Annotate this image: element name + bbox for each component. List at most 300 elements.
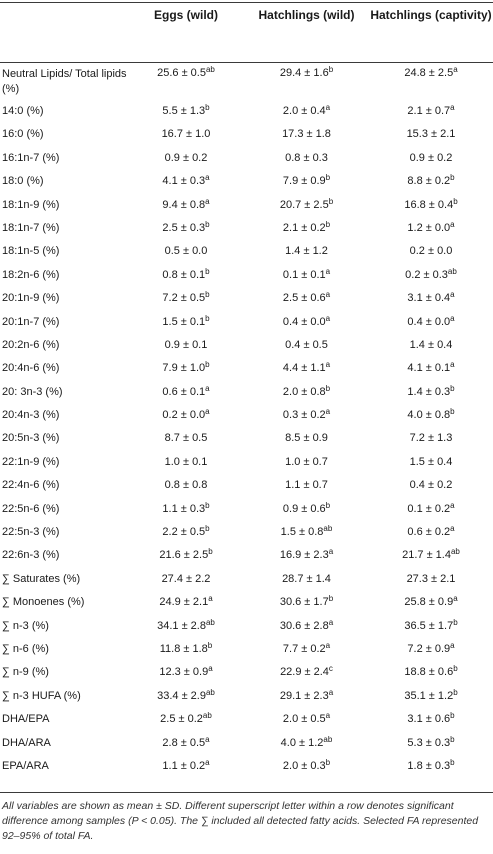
- table-row: [0, 383, 493, 406]
- mean-sd-value: 2.5 ± 0.2: [160, 713, 203, 726]
- value-cell: [244, 219, 369, 242]
- mean-sd-value: 1.5 ± 0.8: [280, 526, 324, 539]
- header-cell-hatchlings-wild: Hatchlings (wild): [258, 8, 355, 22]
- mean-sd-value: 7.2 ± 0.5: [162, 292, 206, 305]
- table-row: [0, 102, 493, 125]
- significance-superscript: a: [205, 383, 210, 393]
- mean-sd-value: 8.8 ± 0.2: [407, 175, 451, 188]
- table-row: [0, 523, 493, 546]
- value-cell: [128, 336, 244, 359]
- significance-superscript: b: [325, 383, 331, 393]
- mean-sd-value: 30.6 ± 2.8: [279, 619, 329, 632]
- significance-superscript: a: [205, 173, 210, 183]
- significance-superscript: a: [325, 407, 331, 417]
- value-cell: [369, 523, 493, 546]
- mean-sd-value: 16.8 ± 0.4: [404, 198, 454, 211]
- bottom-rule: [0, 792, 493, 793]
- significance-superscript: b: [450, 407, 455, 417]
- value-cell: [244, 500, 369, 523]
- mean-sd-value: 21.6 ± 2.5: [159, 549, 209, 562]
- mean-sd-value: 3.1 ± 0.6: [407, 713, 451, 726]
- value-cell: [244, 687, 369, 710]
- significance-superscript: b: [205, 290, 210, 300]
- table-body: [0, 64, 493, 780]
- significance-superscript: a: [205, 407, 210, 417]
- row-label: 18:0 (%): [2, 175, 44, 188]
- mean-sd-value: 1.4 ± 1.2: [285, 245, 328, 258]
- mean-sd-value: 1.2 ± 0.0: [407, 221, 451, 234]
- significance-superscript: b: [453, 664, 458, 674]
- table-footnote: All variables are shown as mean ± SD. Different superscript letter within a row denotes significant difference among samples (P < 0.05). The ∑ included all detected fatty acids. Selected FA represented 92–95% of total FA.: [2, 800, 479, 842]
- value-cell: [244, 383, 369, 406]
- mean-sd-value: 0.8 ± 0.3: [285, 151, 328, 164]
- mean-sd-value: 7.2 ± 0.9: [407, 642, 451, 655]
- value-cell: [128, 687, 244, 710]
- row-label: 22:6n-3 (%): [2, 549, 60, 562]
- significance-superscript: a: [328, 687, 334, 697]
- mean-sd-value: 0.9 ± 0.6: [282, 502, 326, 515]
- mean-sd-value: 0.4 ± 0.0: [407, 315, 451, 328]
- value-cell: [369, 406, 493, 429]
- row-label: 16:0 (%): [2, 128, 44, 141]
- table-row: [0, 406, 493, 429]
- mean-sd-value: 25.6 ± 0.5: [157, 67, 206, 79]
- mean-sd-value: 36.5 ± 1.7: [404, 619, 454, 632]
- value-cell: [244, 757, 369, 780]
- significance-superscript: b: [328, 196, 334, 206]
- value-cell: [244, 359, 369, 382]
- mean-sd-value: 0.1 ± 0.2: [407, 502, 451, 515]
- table-row: [0, 617, 493, 640]
- row-label: 18:1n-5 (%): [2, 245, 60, 258]
- mean-sd-value: 22.9 ± 2.4: [280, 666, 329, 679]
- value-cell: [369, 546, 493, 569]
- value-cell: [369, 242, 493, 265]
- value-cell: [369, 289, 493, 312]
- value-cell: [128, 196, 244, 219]
- value-cell: [128, 500, 244, 523]
- row-label: 18:1n-9 (%): [2, 198, 60, 211]
- value-cell: [244, 429, 369, 452]
- mean-sd-value: 1.4 ± 0.4: [409, 338, 453, 351]
- value-cell: [244, 640, 369, 663]
- table-row: [0, 266, 493, 289]
- value-cell: [244, 266, 369, 289]
- table-row: [0, 640, 493, 663]
- value-cell: [369, 313, 493, 336]
- mean-sd-value: 2.1 ± 0.7: [407, 105, 451, 117]
- table-row: [0, 219, 493, 242]
- mean-sd-value: 0.3 ± 0.2: [282, 409, 326, 422]
- significance-superscript: a: [450, 524, 455, 534]
- value-cell: [369, 383, 493, 406]
- mean-sd-value: 0.2 ± 0.0: [409, 245, 453, 258]
- mean-sd-value: 4.0 ± 0.8: [407, 409, 451, 422]
- mean-sd-value: 17.3 ± 1.8: [282, 128, 331, 141]
- value-cell: [244, 289, 369, 312]
- value-cell: [244, 336, 369, 359]
- value-cell: [244, 663, 369, 686]
- header-cell-hatchlings-captivity: Hatchlings (captivity): [370, 8, 492, 22]
- value-cell: [369, 149, 493, 172]
- significance-superscript: b: [205, 266, 210, 276]
- mean-sd-value: 9.4 ± 0.8: [162, 198, 206, 211]
- value-cell: [128, 453, 244, 476]
- mean-sd-value: 5.3 ± 0.3: [407, 736, 451, 749]
- significance-superscript: b: [450, 734, 455, 744]
- value-cell: [244, 617, 369, 640]
- mean-sd-value: 1.1 ± 0.7: [285, 479, 328, 492]
- mean-sd-value: 8.5 ± 0.9: [285, 432, 328, 445]
- mean-sd-value: 2.8 ± 0.5: [162, 736, 206, 749]
- significance-superscript: b: [328, 65, 334, 74]
- table-row: [0, 336, 493, 359]
- row-label: 22:5n-3 (%): [2, 526, 60, 539]
- value-cell: [369, 640, 493, 663]
- value-cell: [128, 593, 244, 616]
- significance-superscript: ab: [205, 65, 215, 74]
- significance-superscript: b: [208, 547, 213, 557]
- mean-sd-value: 7.2 ± 1.3: [409, 432, 453, 445]
- value-cell: [128, 570, 244, 593]
- significance-superscript: b: [205, 219, 210, 229]
- mean-sd-value: 1.8 ± 0.3: [407, 759, 451, 772]
- mean-sd-value: 2.1 ± 0.2: [282, 221, 326, 234]
- value-cell: [244, 196, 369, 219]
- mean-sd-value: 28.7 ± 1.4: [282, 572, 331, 585]
- value-cell: [244, 149, 369, 172]
- mean-sd-value: 24.9 ± 2.1: [159, 596, 209, 609]
- significance-superscript: a: [453, 65, 458, 74]
- mean-sd-value: 27.3 ± 2.1: [406, 572, 456, 585]
- mean-sd-value: 2.0 ± 0.5: [282, 713, 326, 726]
- significance-superscript: b: [325, 757, 331, 767]
- mean-sd-value: 1.0 ± 0.1: [164, 455, 208, 468]
- mean-sd-value: 2.5 ± 0.3: [162, 221, 206, 234]
- value-cell: [244, 546, 369, 569]
- mean-sd-value: 0.8 ± 0.8: [164, 479, 208, 492]
- row-label: 22:1n-9 (%): [2, 455, 60, 468]
- mean-sd-value: 0.4 ± 0.0: [282, 315, 326, 328]
- significance-superscript: a: [325, 266, 331, 276]
- row-label: 20:1n-9 (%): [2, 292, 60, 305]
- mean-sd-value: 0.4 ± 0.5: [285, 338, 328, 351]
- mean-sd-value: 7.7 ± 0.2: [282, 642, 326, 655]
- row-label: 20:4n-6 (%): [2, 362, 60, 375]
- table-row: [0, 757, 493, 780]
- mean-sd-value: 30.6 ± 1.7: [279, 596, 329, 609]
- header-cell-label: [0, 8, 128, 64]
- table-row: [0, 64, 493, 102]
- significance-superscript: a: [450, 103, 455, 112]
- value-cell: [369, 476, 493, 499]
- value-cell: [244, 172, 369, 195]
- significance-superscript: a: [450, 313, 455, 323]
- value-cell: [369, 734, 493, 757]
- mean-sd-value: 0.9 ± 0.2: [164, 151, 208, 164]
- mean-sd-value: 29.4 ± 1.6: [279, 67, 329, 79]
- mean-sd-value: 0.9 ± 0.2: [409, 151, 453, 164]
- significance-superscript: b: [205, 313, 210, 323]
- mean-sd-value: 0.2 ± 0.0: [162, 409, 206, 422]
- mean-sd-value: 0.1 ± 0.1: [282, 268, 326, 281]
- value-cell: [128, 546, 244, 569]
- significance-superscript: a: [205, 196, 210, 206]
- mean-sd-value: 12.3 ± 0.9: [159, 666, 209, 679]
- value-cell: [244, 102, 369, 125]
- significance-superscript: a: [325, 313, 331, 323]
- table-row: [0, 570, 493, 593]
- mean-sd-value: 0.6 ± 0.2: [407, 526, 451, 539]
- value-cell: [244, 64, 369, 102]
- table-row: [0, 429, 493, 452]
- row-label: 18:1n-7 (%): [2, 221, 60, 234]
- value-cell: [128, 710, 244, 733]
- significance-superscript: ab: [202, 711, 212, 721]
- significance-superscript: a: [450, 219, 455, 229]
- table-row: [0, 149, 493, 172]
- row-label: ∑ n-9 (%): [2, 666, 49, 679]
- mean-sd-value: 1.1 ± 0.3: [162, 502, 206, 515]
- fatty-acid-table: [0, 8, 493, 780]
- row-label: ∑ Saturates (%): [2, 572, 81, 585]
- value-cell: [128, 406, 244, 429]
- value-cell: [128, 383, 244, 406]
- significance-superscript: a: [450, 500, 455, 510]
- significance-superscript: ab: [323, 524, 333, 534]
- row-label: Neutral Lipids/ Total lipids (%): [2, 68, 127, 95]
- row-label: ∑ Monoenes (%): [2, 596, 85, 609]
- significance-superscript: a: [325, 711, 331, 721]
- table-row: [0, 593, 493, 616]
- value-cell: [128, 219, 244, 242]
- value-cell: [244, 406, 369, 429]
- significance-superscript: b: [205, 360, 210, 370]
- table-row: [0, 500, 493, 523]
- table-row: [0, 125, 493, 148]
- mean-sd-value: 27.4 ± 2.2: [161, 572, 211, 585]
- value-cell: [369, 172, 493, 195]
- value-cell: [128, 663, 244, 686]
- value-cell: [128, 313, 244, 336]
- table-row: [0, 313, 493, 336]
- mean-sd-value: 0.8 ± 0.1: [162, 268, 206, 281]
- significance-superscript: c: [328, 664, 333, 674]
- value-cell: [128, 617, 244, 640]
- mean-sd-value: 25.8 ± 0.9: [404, 596, 454, 609]
- significance-superscript: b: [325, 173, 331, 183]
- value-cell: [369, 125, 493, 148]
- significance-superscript: b: [453, 196, 458, 206]
- value-cell: [369, 196, 493, 219]
- mean-sd-value: 2.0 ± 0.8: [282, 385, 326, 398]
- mean-sd-value: 16.9 ± 2.3: [279, 549, 329, 562]
- value-cell: [369, 710, 493, 733]
- value-cell: [244, 570, 369, 593]
- mean-sd-value: 34.1 ± 2.8: [157, 619, 206, 632]
- table-row: [0, 687, 493, 710]
- value-cell: [369, 500, 493, 523]
- table-row: [0, 196, 493, 219]
- value-cell: [128, 149, 244, 172]
- value-cell: [128, 476, 244, 499]
- mean-sd-value: 2.0 ± 0.3: [282, 759, 326, 772]
- row-label: ∑ n-3 (%): [2, 619, 49, 632]
- mean-sd-value: 7.9 ± 1.0: [162, 362, 206, 375]
- row-label: 20: 3n-3 (%): [2, 385, 63, 398]
- mean-sd-value: 35.1 ± 1.2: [404, 689, 454, 702]
- mean-sd-value: 11.8 ± 1.8: [159, 642, 208, 655]
- mean-sd-value: 1.4 ± 0.3: [407, 385, 451, 398]
- value-cell: [369, 570, 493, 593]
- row-label: DHA/ARA: [2, 736, 51, 749]
- header-cell-eggs-wild: Eggs (wild): [154, 8, 218, 22]
- row-label: 20:4n-3 (%): [2, 409, 60, 422]
- value-cell: [128, 172, 244, 195]
- mean-sd-value: 1.5 ± 0.4: [409, 455, 453, 468]
- significance-superscript: a: [450, 290, 455, 300]
- mean-sd-value: 2.0 ± 0.4: [282, 105, 326, 117]
- significance-superscript: b: [205, 103, 210, 112]
- significance-superscript: a: [325, 360, 331, 370]
- value-cell: [369, 687, 493, 710]
- value-cell: [128, 523, 244, 546]
- mean-sd-value: 2.5 ± 0.6: [282, 292, 326, 305]
- significance-superscript: ab: [323, 734, 333, 744]
- mean-sd-value: 4.0 ± 1.2: [280, 736, 324, 749]
- table-row: [0, 289, 493, 312]
- significance-superscript: a: [325, 290, 331, 300]
- row-label: 22:4n-6 (%): [2, 479, 60, 492]
- significance-superscript: ab: [205, 617, 215, 627]
- value-cell: [128, 640, 244, 663]
- value-cell: [128, 757, 244, 780]
- mean-sd-value: 4.1 ± 0.1: [407, 362, 451, 375]
- mean-sd-value: 0.5 ± 0.0: [164, 245, 208, 258]
- mean-sd-value: 0.9 ± 0.1: [164, 338, 208, 351]
- value-cell: [369, 102, 493, 125]
- mean-sd-value: 4.1 ± 0.3: [162, 175, 206, 188]
- value-cell: [369, 757, 493, 780]
- value-cell: [244, 453, 369, 476]
- value-cell: [128, 125, 244, 148]
- table-row: [0, 359, 493, 382]
- value-cell: [244, 523, 369, 546]
- mean-sd-value: 1.1 ± 0.2: [162, 759, 206, 772]
- significance-superscript: b: [450, 383, 455, 393]
- mean-sd-value: 1.0 ± 0.7: [285, 455, 328, 468]
- significance-superscript: a: [208, 664, 213, 674]
- significance-superscript: a: [205, 757, 210, 767]
- significance-superscript: a: [328, 547, 334, 557]
- table-row: [0, 546, 493, 569]
- value-cell: [128, 242, 244, 265]
- row-label: 20:2n-6 (%): [2, 338, 60, 351]
- significance-superscript: b: [450, 757, 455, 767]
- significance-superscript: b: [205, 524, 210, 534]
- significance-superscript: a: [205, 734, 210, 744]
- value-cell: [369, 663, 493, 686]
- significance-superscript: a: [325, 640, 331, 650]
- significance-superscript: ab: [205, 687, 215, 697]
- table-row: [0, 476, 493, 499]
- value-cell: [128, 102, 244, 125]
- table-row: [0, 710, 493, 733]
- row-label: ∑ n-3 HUFA (%): [2, 689, 81, 702]
- row-label: 18:2n-6 (%): [2, 268, 60, 281]
- significance-superscript: b: [328, 594, 334, 604]
- significance-superscript: b: [453, 617, 458, 627]
- mean-sd-value: 24.8 ± 2.5: [404, 67, 454, 79]
- row-label: 14:0 (%): [2, 105, 44, 117]
- significance-superscript: a: [450, 360, 455, 370]
- table-row: [0, 734, 493, 757]
- mean-sd-value: 2.2 ± 0.5: [162, 526, 206, 539]
- top-rule: [0, 2, 493, 3]
- value-cell: [244, 313, 369, 336]
- mean-sd-value: 15.3 ± 2.1: [406, 128, 456, 141]
- value-cell: [128, 359, 244, 382]
- significance-superscript: a: [325, 103, 331, 112]
- significance-superscript: a: [328, 617, 334, 627]
- significance-superscript: b: [453, 687, 458, 697]
- row-label: 20:5n-3 (%): [2, 432, 60, 445]
- value-cell: [128, 266, 244, 289]
- significance-superscript: b: [325, 219, 331, 229]
- mean-sd-value: 20.7 ± 2.5: [279, 198, 329, 211]
- significance-superscript: a: [453, 594, 458, 604]
- value-cell: [244, 125, 369, 148]
- mean-sd-value: 21.7 ± 1.4: [402, 549, 451, 562]
- row-label: 16:1n-7 (%): [2, 151, 60, 164]
- header-rule: [0, 62, 493, 63]
- mean-sd-value: 0.4 ± 0.2: [409, 479, 453, 492]
- value-cell: [369, 336, 493, 359]
- table-row: [0, 172, 493, 195]
- value-cell: [369, 429, 493, 452]
- significance-superscript: b: [207, 640, 213, 650]
- header-row: [0, 8, 493, 64]
- value-cell: [369, 219, 493, 242]
- table-row: [0, 663, 493, 686]
- significance-superscript: a: [450, 640, 455, 650]
- mean-sd-value: 33.4 ± 2.9: [157, 689, 206, 702]
- value-cell: [244, 593, 369, 616]
- mean-sd-value: 3.1 ± 0.4: [407, 292, 451, 305]
- mean-sd-value: 5.5 ± 1.3: [162, 105, 206, 117]
- value-cell: [369, 64, 493, 102]
- value-cell: [244, 242, 369, 265]
- table-row: [0, 242, 493, 265]
- value-cell: [369, 453, 493, 476]
- value-cell: [369, 266, 493, 289]
- significance-superscript: b: [325, 500, 331, 510]
- value-cell: [244, 476, 369, 499]
- mean-sd-value: 0.2 ± 0.3: [405, 268, 448, 281]
- value-cell: [128, 64, 244, 102]
- mean-sd-value: 29.1 ± 2.3: [279, 689, 329, 702]
- value-cell: [128, 289, 244, 312]
- significance-superscript: ab: [450, 547, 460, 557]
- value-cell: [128, 429, 244, 452]
- value-cell: [244, 734, 369, 757]
- mean-sd-value: 1.5 ± 0.1: [162, 315, 206, 328]
- value-cell: [128, 734, 244, 757]
- significance-superscript: b: [450, 173, 455, 183]
- value-cell: [369, 593, 493, 616]
- row-label: EPA/ARA: [2, 759, 49, 772]
- table-row: [0, 453, 493, 476]
